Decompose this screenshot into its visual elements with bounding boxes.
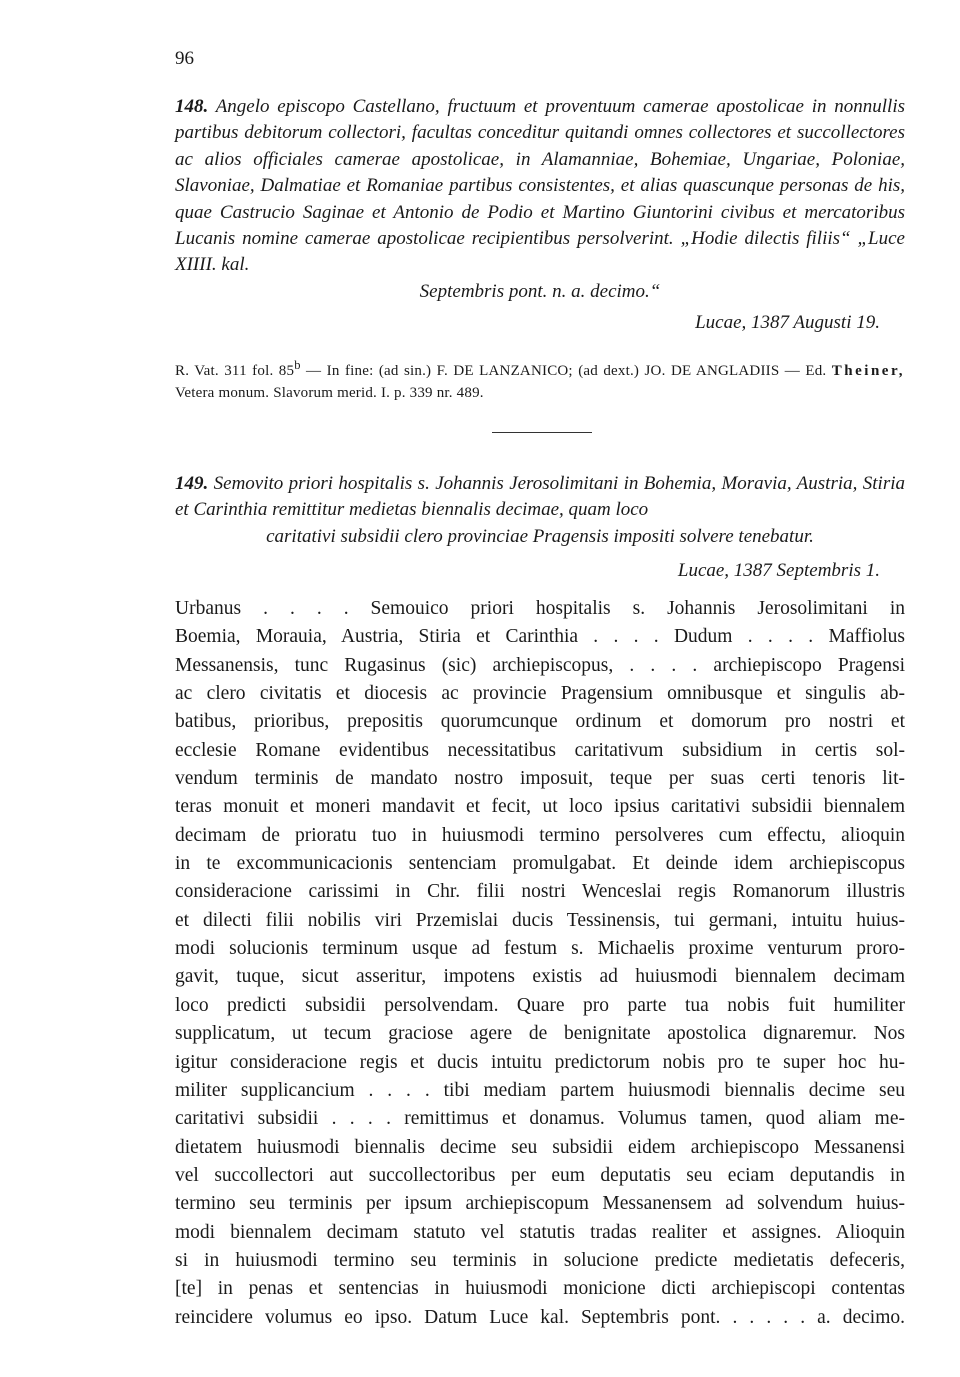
source-notes: — In fine: (ad sin.) F. DE LANZANICO; (ad dext.) JO. DE ANGLADIIS — Ed. xyxy=(300,363,832,379)
body-line: supplicatum, ut tecum graciose agere de benignitate apostolica dignaremur. Nos xyxy=(175,1023,905,1045)
body-line: ecclesie Romane evidentibus necessitatibus caritativum subsidium in certis sol- xyxy=(175,739,905,761)
body-line: modi solucionis terminum usque ad festum s. Michaelis proxime venturum proro- xyxy=(175,938,905,960)
entry-149-body xyxy=(175,595,905,1332)
source-editor: Theiner, xyxy=(831,363,905,379)
entry-149-number: 149. xyxy=(175,473,209,494)
entry-149-summary-end: caritativi subsidii clero provinciae Pragensis impositi solvere tenebatur. xyxy=(266,525,814,547)
body-line: ac clero civitatis et diocesis ac provincie Pragensium omnibusque et singulis ab- xyxy=(175,683,905,705)
source-ref-sup: b xyxy=(294,358,301,372)
body-line: vel succollectori aut succollectoribus per eum deputatis seu eciam deputandis in xyxy=(175,1164,905,1186)
body-line: et dilecti filii nobilis viri Przemislai ducis Tessinensis, tui germani, intuitu huius- xyxy=(175,909,905,931)
body-line: Urbanus . . . . Semouico priori hospitalis s. Johannis Jerosolimitani in xyxy=(175,598,905,619)
entry-149-summary: Semovito priori hospitalis s. Johannis Jerosolimitani in Bohemia, Moravia, Austria, Stiria et Carinthia remittitur medietas biennalis decimae, quam loco xyxy=(175,473,905,521)
body-line: decimam de prioratu tuo in huiusmodi termino persolveres cum effectu, alioquin xyxy=(175,824,905,846)
body-line: teras monuit et moneri mandavit et fecit, ut loco ipsius caritativi subsidii biennalem xyxy=(175,796,905,818)
entry-148-summary: Angelo episcopo Castellano, fructuum et proventuum camerae apostolicae in nonnullis partibus debitorum collectori, facultas conceditur quitandi omnes collectores et succollectores ac alios officiales camerae apostolicae, in Alamanniae, Bohemiae, Ungariae, Poloniae, Slavoniae, Dalmatiae et Romaniae partibus consistentes, et alias quascunque personas de his, quae Castrucio Saginae et Antonio de Podio et Martino Giuntorini civibus et mercatoribus Lucanis nomine camerae apostolicae recipientibus persolverint. „Hodie dilectis filiis“ „Luce XIIII. kal. xyxy=(175,96,905,276)
body-line: Messanensis, tunc Rugasinus (sic) archiepiscopus, . . . . archiepiscopo Pragensi xyxy=(175,654,905,676)
body-line: termino seu terminis per ipsum archiepiscopum Messanensem ad solvendum huius- xyxy=(175,1193,905,1215)
body-line: in te excommunicacionis sentenciam promulgabat. Et deinde idem archiepiscopus xyxy=(175,853,905,875)
entry-149-dateline: Lucae, 1387 Septembris 1. xyxy=(677,560,880,581)
body-line: dietatem huiusmodi biennalis decime seu subsidii eidem archiepiscopo Messanensi xyxy=(175,1136,905,1158)
entry-148-dateline: Lucae, 1387 Augusti 19. xyxy=(695,312,880,333)
body-line: modi biennalem decimam statuto vel statutis tradas realiter et assignes. Alioquin xyxy=(175,1221,905,1243)
body-line: batibus, prioribus, prepositis quorumcunque ordinum et domorum pro nostri et xyxy=(175,711,905,733)
entry-148-heading xyxy=(175,94,905,305)
body-line: caritativi subsidii . . . . remittimus et donamus. Volumus tamen, quod aliam me- xyxy=(175,1108,905,1130)
body-line: loco predicti subsidii persolvendam. Quare pro parte tua nobis fuit humiliter xyxy=(175,994,905,1016)
body-line: si in huiusmodi termino seu terminis in solucione predicte medietatis defeceris, xyxy=(175,1249,905,1271)
body-line: militer supplicancium . . . . tibi mediam partem huiusmodi biennalis decime seu xyxy=(175,1079,905,1101)
body-line: igitur consideracione regis et ducis intuitu predictorum nobis pro te super hoc hu- xyxy=(175,1051,905,1073)
entry-148-source-note xyxy=(175,354,905,404)
page-number: 96 xyxy=(175,48,194,69)
source-edition: Vetera monum. Slavorum merid. I. p. 339 nr. 489. xyxy=(175,385,484,401)
entry-148-summary-end: Septembris pont. n. a. decimo.“ xyxy=(419,280,661,302)
section-divider xyxy=(492,432,592,433)
body-line: gavit, tuque, sicut asseritur, impotens existis ad huiusmodi biennalem decimam xyxy=(175,966,905,988)
entry-149-heading xyxy=(175,471,905,550)
body-line: reincidere volumus eo ipso. Datum Luce kal. Septembris pont. . . . . . a. decimo. xyxy=(175,1306,905,1328)
entry-148-number: 148. xyxy=(175,96,209,117)
source-ref: R. Vat. 311 fol. 85 xyxy=(175,363,295,379)
body-line: consideracione carissimi in Chr. filii nostri Wenceslai regis Romanorum illustris xyxy=(175,881,905,903)
body-line: Boemia, Morauia, Austria, Stiria et Carinthia . . . . Dudum . . . . Maffiolus xyxy=(175,626,905,648)
body-line: [te] in penas et sentencias in huiusmodi monicione dicti archiepiscopi contentas xyxy=(175,1278,905,1300)
body-line: vendum terminis de mandato nostro imposuit, teque per suas certi tenoris lit- xyxy=(175,768,905,790)
